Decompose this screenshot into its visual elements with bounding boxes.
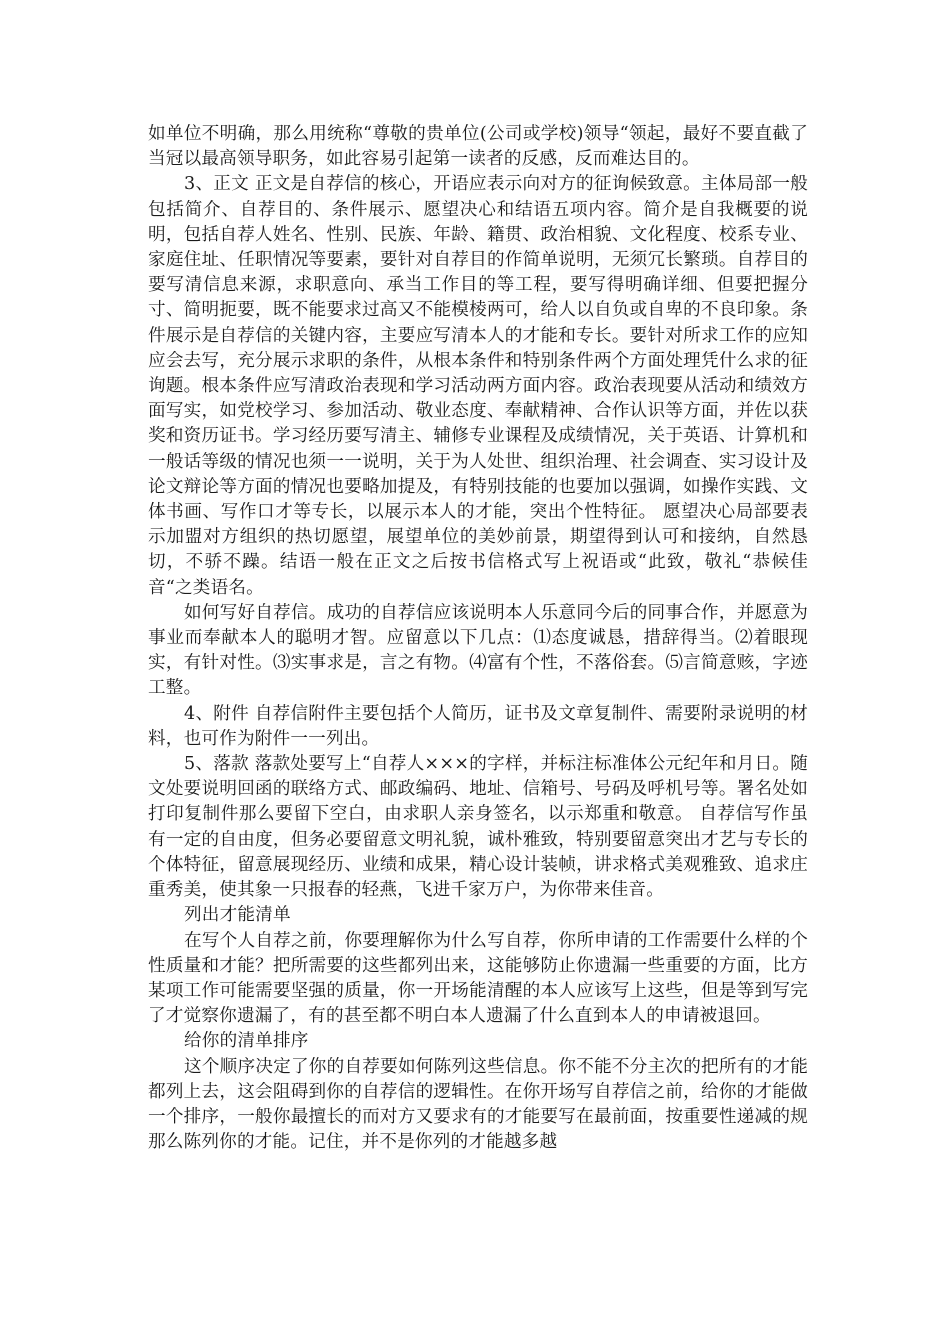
paragraph-attachments: 4、附件 自荐信附件主要包括个人简历，证书及文章复制件、需要附录说明的材料，也可作为附件一一列出。 <box>148 703 808 749</box>
heading-list-abilities: 列出才能清单 <box>184 905 291 926</box>
paragraph-how-to-write: 如何写好自荐信。成功的自荐信应该说明本人乐意同今后的同事合作，并愿意为事业而奉献本人的聪明才智。应留意以下几点：⑴态度诚恳，措辞得当。⑵着眼现实，有针对性。⑶实事求是，言之有物。⑷富有个性，不落俗套。⑸言简意赅，字迹工整。 <box>148 602 808 699</box>
paragraph-salutation-note: 如单位不明确，那么用统称“尊敬的贵单位(公司或学校)领导“领起，最好不要直截了当冠以最高领导职务，如此容易引起第一读者的反感，反而难达目的。 <box>148 124 808 170</box>
paragraph-sort-list: 这个顺序决定了你的自荐要如何陈列这些信息。你不能不分主次的把所有的才能都列上去，这会阻碍到你的自荐信的逻辑性。在你开场写自荐信之前，给你的才能做一个排序，一般你最擅长的而对方又要求有的才能要写在最前面，按重要性递减的规那么陈列你的才能。记住，并不是你列的才能越多越 <box>148 1056 808 1153</box>
paragraph-signature: 5、落款 落款处要写上“自荐人×××的字样，并标注标准体公元纪年和月日。随文处要说明回函的联络方式、邮政编码、地址、信箱号、号码及呼机号等。署名处如打印复制件那么要留下空白，由求职人亲身签名，以示郑重和敬意。 自荐信写作虽有一定的自由度，但务必要留意文明礼貌，诚朴雅致，特别要留意突出才艺与专长的个体特征，留意展现经历、业绩和成果，精心设计装帧，讲求格式美观雅致、追求庄重秀美，使其象一只报春的轻燕，飞进千家万户，为你带来佳音。 <box>148 754 808 901</box>
document-body <box>148 122 808 1155</box>
paragraph-main-body: 3、正文 正文是自荐信的核心，开语应表示向对方的征询候致意。主体局部一般包括简介、自荐目的、条件展示、愿望决心和结语五项内容。简介是自我概要的说明，包括自荐人姓名、性别、民族、年龄、籍贯、政治相貌、文化程度、校系专业、家庭住址、任职情况等要素，要针对自荐目的作简单说明，无须冗长繁琐。自荐目的要写清信息来源，求职意向、承当工作目的等工程，要写得明确详细、但要把握分寸、简明扼要，既不能要求过高又不能模棱两可，给人以自负或自卑的不良印象。条件展示是自荐信的关键内容，主要应写清本人的才能和专长。要针对所求工作的应知应会去写，充分展示求职的条件，从根本条件和特别条件两个方面处理凭什么求的征询题。根本条件应写清政治表现和学习活动两方面内容。政治表现要从活动和绩效方面写实，如党校学习、参加活动、敬业态度、奉献精神、合作认识等方面，并佐以获奖和资历证书。学习经历要写清主、辅修专业课程及成绩情况，关于英语、计算机和一般话等级的情况也须一一说明，关于为人处世、组织治理、社会调查、实习设计及论文辩论等方面的情况也要略加提及，有特别技能的也要加以强调，如操作实践、文体书画、写作口才等专长，以展示本人的才能，突出个性特征。 愿望决心局部要表示加盟对方组织的热切愿望，展望单位的美妙前景，期望得到认可和接纳，自然恳切，不骄不躁。结语一般在正文之后按书信格式写上祝语或“此致，敬礼“恭候佳音“之类语名。 <box>148 174 808 598</box>
paragraph-list-abilities: 在写个人自荐之前，你要理解你为什么写自荐，你所申请的工作需要什么样的个性质量和才能？把所需要的这些都列出来，这能够防止你遗漏一些重要的方面，比方某项工作可能需要坚强的质量，你一开场能清醒的本人应该写上这些，但是等到写完了才觉察你遗漏了，有的甚至都不明白本人遗漏了什么直到本人的申请被退回。 <box>148 930 808 1027</box>
heading-sort-list: 给你的清单排序 <box>184 1031 309 1052</box>
